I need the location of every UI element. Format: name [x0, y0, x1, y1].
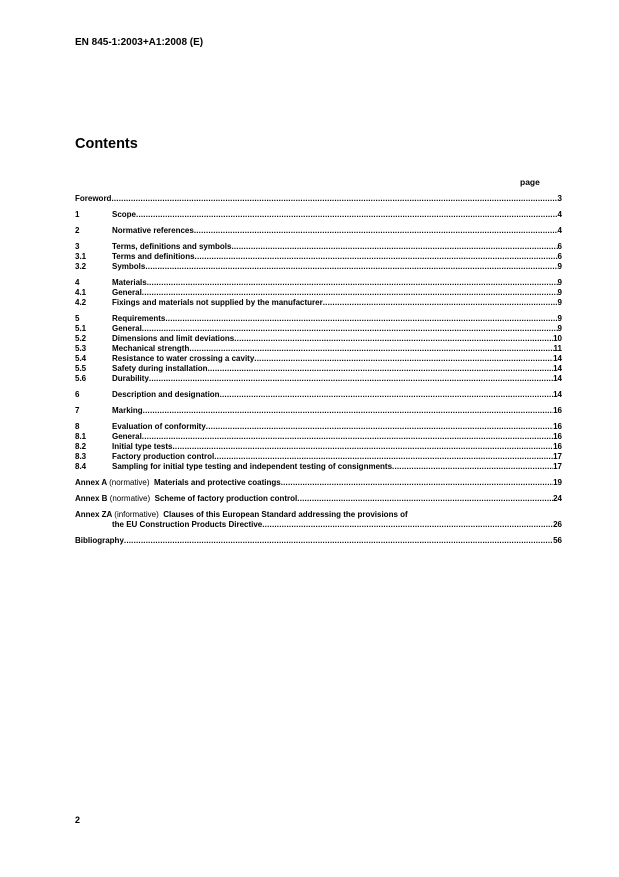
toc-entry-page: 3 — [557, 194, 562, 203]
toc-entry-title: Resistance to water crossing a cavity — [112, 354, 255, 363]
dot-leader — [189, 344, 553, 354]
toc-entry-page: 17 — [553, 452, 562, 461]
toc-entry-number: 8 — [75, 422, 80, 431]
dot-leader — [392, 462, 553, 472]
toc-entry-page: 9 — [557, 278, 562, 287]
toc-entry-number: 2 — [75, 226, 80, 235]
toc-entry-number: 5.3 — [75, 344, 87, 353]
toc-entry-title: Initial type tests — [112, 442, 173, 451]
toc-annex-b[interactable] — [75, 494, 562, 504]
annex-kind: (normative) — [109, 494, 151, 503]
annex-kind: (normative) — [109, 478, 150, 487]
annex-title: Clauses of this European Standard addressing the provisions of — [163, 510, 408, 519]
toc-entry-number: 5.1 — [75, 324, 87, 333]
toc-entry-number: 4 — [75, 278, 80, 287]
toc-entry-title: Materials — [112, 278, 147, 287]
toc-entry-title: Fixings and materials not supplied by the manufacturer — [112, 298, 323, 307]
dot-leader — [111, 194, 557, 204]
toc-entry-page: 9 — [557, 262, 562, 271]
toc-entry-4-1[interactable] — [75, 288, 562, 298]
toc-entry-number: 3.1 — [75, 252, 87, 261]
toc-entry-title: Factory production control — [112, 452, 215, 461]
toc-entry-page: 19 — [553, 478, 562, 487]
toc-annex-a[interactable] — [75, 478, 562, 488]
toc-entry-title: Scope — [112, 210, 137, 219]
dot-leader — [149, 374, 553, 384]
toc-entry-5-2[interactable] — [75, 334, 562, 344]
table-of-contents — [75, 194, 562, 546]
toc-entry-page: 6 — [557, 252, 562, 261]
dot-leader — [262, 520, 553, 530]
dot-leader — [194, 226, 558, 236]
dot-leader — [214, 452, 553, 462]
dot-leader — [145, 262, 557, 272]
toc-entry-page: 4 — [557, 210, 562, 219]
toc-entry-page: 16 — [553, 442, 562, 451]
toc-entry-title: Description and designation — [112, 390, 220, 399]
dot-leader — [206, 422, 553, 432]
toc-entry-title: General — [112, 432, 142, 441]
toc-entry-6[interactable] — [75, 390, 562, 400]
toc-entry-page: 4 — [557, 226, 562, 235]
toc-entry-page: 17 — [553, 462, 562, 471]
toc-entry-5-4[interactable] — [75, 354, 562, 364]
toc-entry-page: 14 — [553, 374, 562, 383]
toc-entry-2[interactable] — [75, 226, 562, 236]
toc-entry-title: Normative references — [112, 226, 194, 235]
toc-entry-number: 4.1 — [75, 288, 87, 297]
toc-entry-title: Evaluation of conformity — [112, 422, 206, 431]
toc-entry-number: 4.2 — [75, 298, 87, 307]
toc-entry-page: 11 — [553, 344, 562, 353]
toc-entry-number: 8.2 — [75, 442, 87, 451]
toc-entry-8[interactable] — [75, 422, 562, 432]
toc-entry-page: 14 — [553, 390, 562, 399]
annex-title: Scheme of factory production control — [154, 494, 298, 503]
dot-leader — [142, 288, 558, 298]
toc-entry-page: 9 — [557, 324, 562, 333]
dot-leader — [172, 442, 553, 452]
toc-entry-title: Foreword — [75, 194, 112, 203]
dot-leader — [281, 478, 553, 488]
toc-entry-number: 5.2 — [75, 334, 87, 343]
toc-entry-page: 16 — [553, 422, 562, 431]
toc-entry-number: 5.5 — [75, 364, 87, 373]
dot-leader — [234, 334, 553, 344]
toc-entry-page: 10 — [553, 334, 562, 343]
toc-entry-title: Terms and definitions — [112, 252, 195, 261]
toc-entry-page: 56 — [553, 536, 562, 545]
toc-entry-page: 9 — [557, 298, 562, 307]
dot-leader — [195, 252, 558, 262]
toc-entry-title: Durability — [112, 374, 149, 383]
annex-title: Materials and protective coatings — [154, 478, 281, 487]
toc-entry-title: Dimensions and limit deviations — [112, 334, 235, 343]
toc-entry-5-3[interactable] — [75, 344, 562, 354]
toc-entry-page: 16 — [553, 406, 562, 415]
dot-leader — [220, 390, 554, 400]
toc-entry-title: Marking — [112, 406, 143, 415]
toc-entry-title: Requirements — [112, 314, 166, 323]
toc-entry-number: 8.4 — [75, 462, 87, 471]
toc-entry-number: 7 — [75, 406, 80, 415]
toc-entry-page: 14 — [553, 354, 562, 363]
toc-entry-number: 1 — [75, 210, 80, 219]
toc-annex-za[interactable] — [75, 510, 562, 520]
toc-entry-8-4[interactable] — [75, 462, 562, 472]
dot-leader — [297, 494, 553, 504]
toc-entry-5[interactable] — [75, 314, 562, 324]
toc-entry-title: Symbols — [112, 262, 146, 271]
dot-leader — [208, 364, 554, 374]
toc-entry-foreword[interactable] — [75, 194, 562, 204]
toc-entry-1[interactable] — [75, 210, 562, 220]
dot-leader — [147, 278, 558, 288]
toc-entry-number: 5.6 — [75, 374, 87, 383]
toc-entry-3-2[interactable] — [75, 262, 562, 272]
dot-leader — [231, 242, 557, 252]
toc-entry-number: 8.3 — [75, 452, 87, 461]
toc-entry-title: Mechanical strength — [112, 344, 190, 353]
dot-leader — [165, 314, 557, 324]
toc-entry-number: 3.2 — [75, 262, 87, 271]
toc-entry-number: 5.4 — [75, 354, 87, 363]
contents-title: Contents — [75, 136, 138, 152]
toc-entry-page: 24 — [553, 494, 562, 503]
dot-leader — [124, 536, 553, 546]
dot-leader — [254, 354, 553, 364]
toc-entry-page: 9 — [557, 288, 562, 297]
toc-annex-za-cont[interactable] — [75, 520, 562, 530]
toc-entry-4-2[interactable] — [75, 298, 562, 308]
toc-entry-page: 6 — [557, 242, 562, 251]
toc-entry-8-3[interactable] — [75, 452, 562, 462]
toc-entry-5-1[interactable] — [75, 324, 562, 334]
toc-entry-8-2[interactable] — [75, 442, 562, 452]
toc-entry-3-1[interactable] — [75, 252, 562, 262]
toc-entry-5-5[interactable] — [75, 364, 562, 374]
page-number: 2 — [75, 815, 81, 825]
toc-entry-3[interactable] — [75, 242, 562, 252]
dot-leader — [136, 210, 558, 220]
toc-entry-number: 5 — [75, 314, 80, 323]
document-header: EN 845-1:2003+A1:2008 (E) — [75, 37, 204, 48]
dot-leader — [142, 324, 558, 334]
toc-entry-page: 16 — [553, 432, 562, 441]
toc-bibliography[interactable] — [75, 536, 562, 546]
toc-entry-number: 8.1 — [75, 432, 87, 441]
annex-label: Annex ZA — [75, 510, 113, 519]
toc-entry-4[interactable] — [75, 278, 562, 288]
toc-entry-page: 14 — [553, 364, 562, 373]
toc-entry-7[interactable] — [75, 406, 562, 416]
dot-leader — [323, 298, 558, 308]
annex-title-continued: the EU Construction Products Directive — [112, 520, 263, 529]
toc-entry-number: 6 — [75, 390, 80, 399]
toc-entry-page: 9 — [557, 314, 562, 323]
dot-leader — [143, 406, 553, 416]
annex-kind: (informative) — [114, 510, 159, 519]
toc-entry-number: 3 — [75, 242, 80, 251]
toc-entry-title: Safety during installation — [112, 364, 208, 373]
toc-entry-8-1[interactable] — [75, 432, 562, 442]
page-column-label: page — [520, 177, 540, 187]
annex-label: Annex B — [75, 494, 108, 503]
toc-entry-title: General — [112, 324, 142, 333]
toc-entry-page: 26 — [553, 520, 562, 529]
toc-entry-title: Sampling for initial type testing and independent testing of consignments — [112, 462, 393, 471]
toc-entry-title: Bibliography — [75, 536, 124, 545]
toc-entry-title: General — [112, 288, 142, 297]
annex-label: Annex A — [75, 478, 107, 487]
toc-entry-5-6[interactable] — [75, 374, 562, 384]
toc-entry-title: Terms, definitions and symbols — [112, 242, 232, 251]
dot-leader — [142, 432, 553, 442]
